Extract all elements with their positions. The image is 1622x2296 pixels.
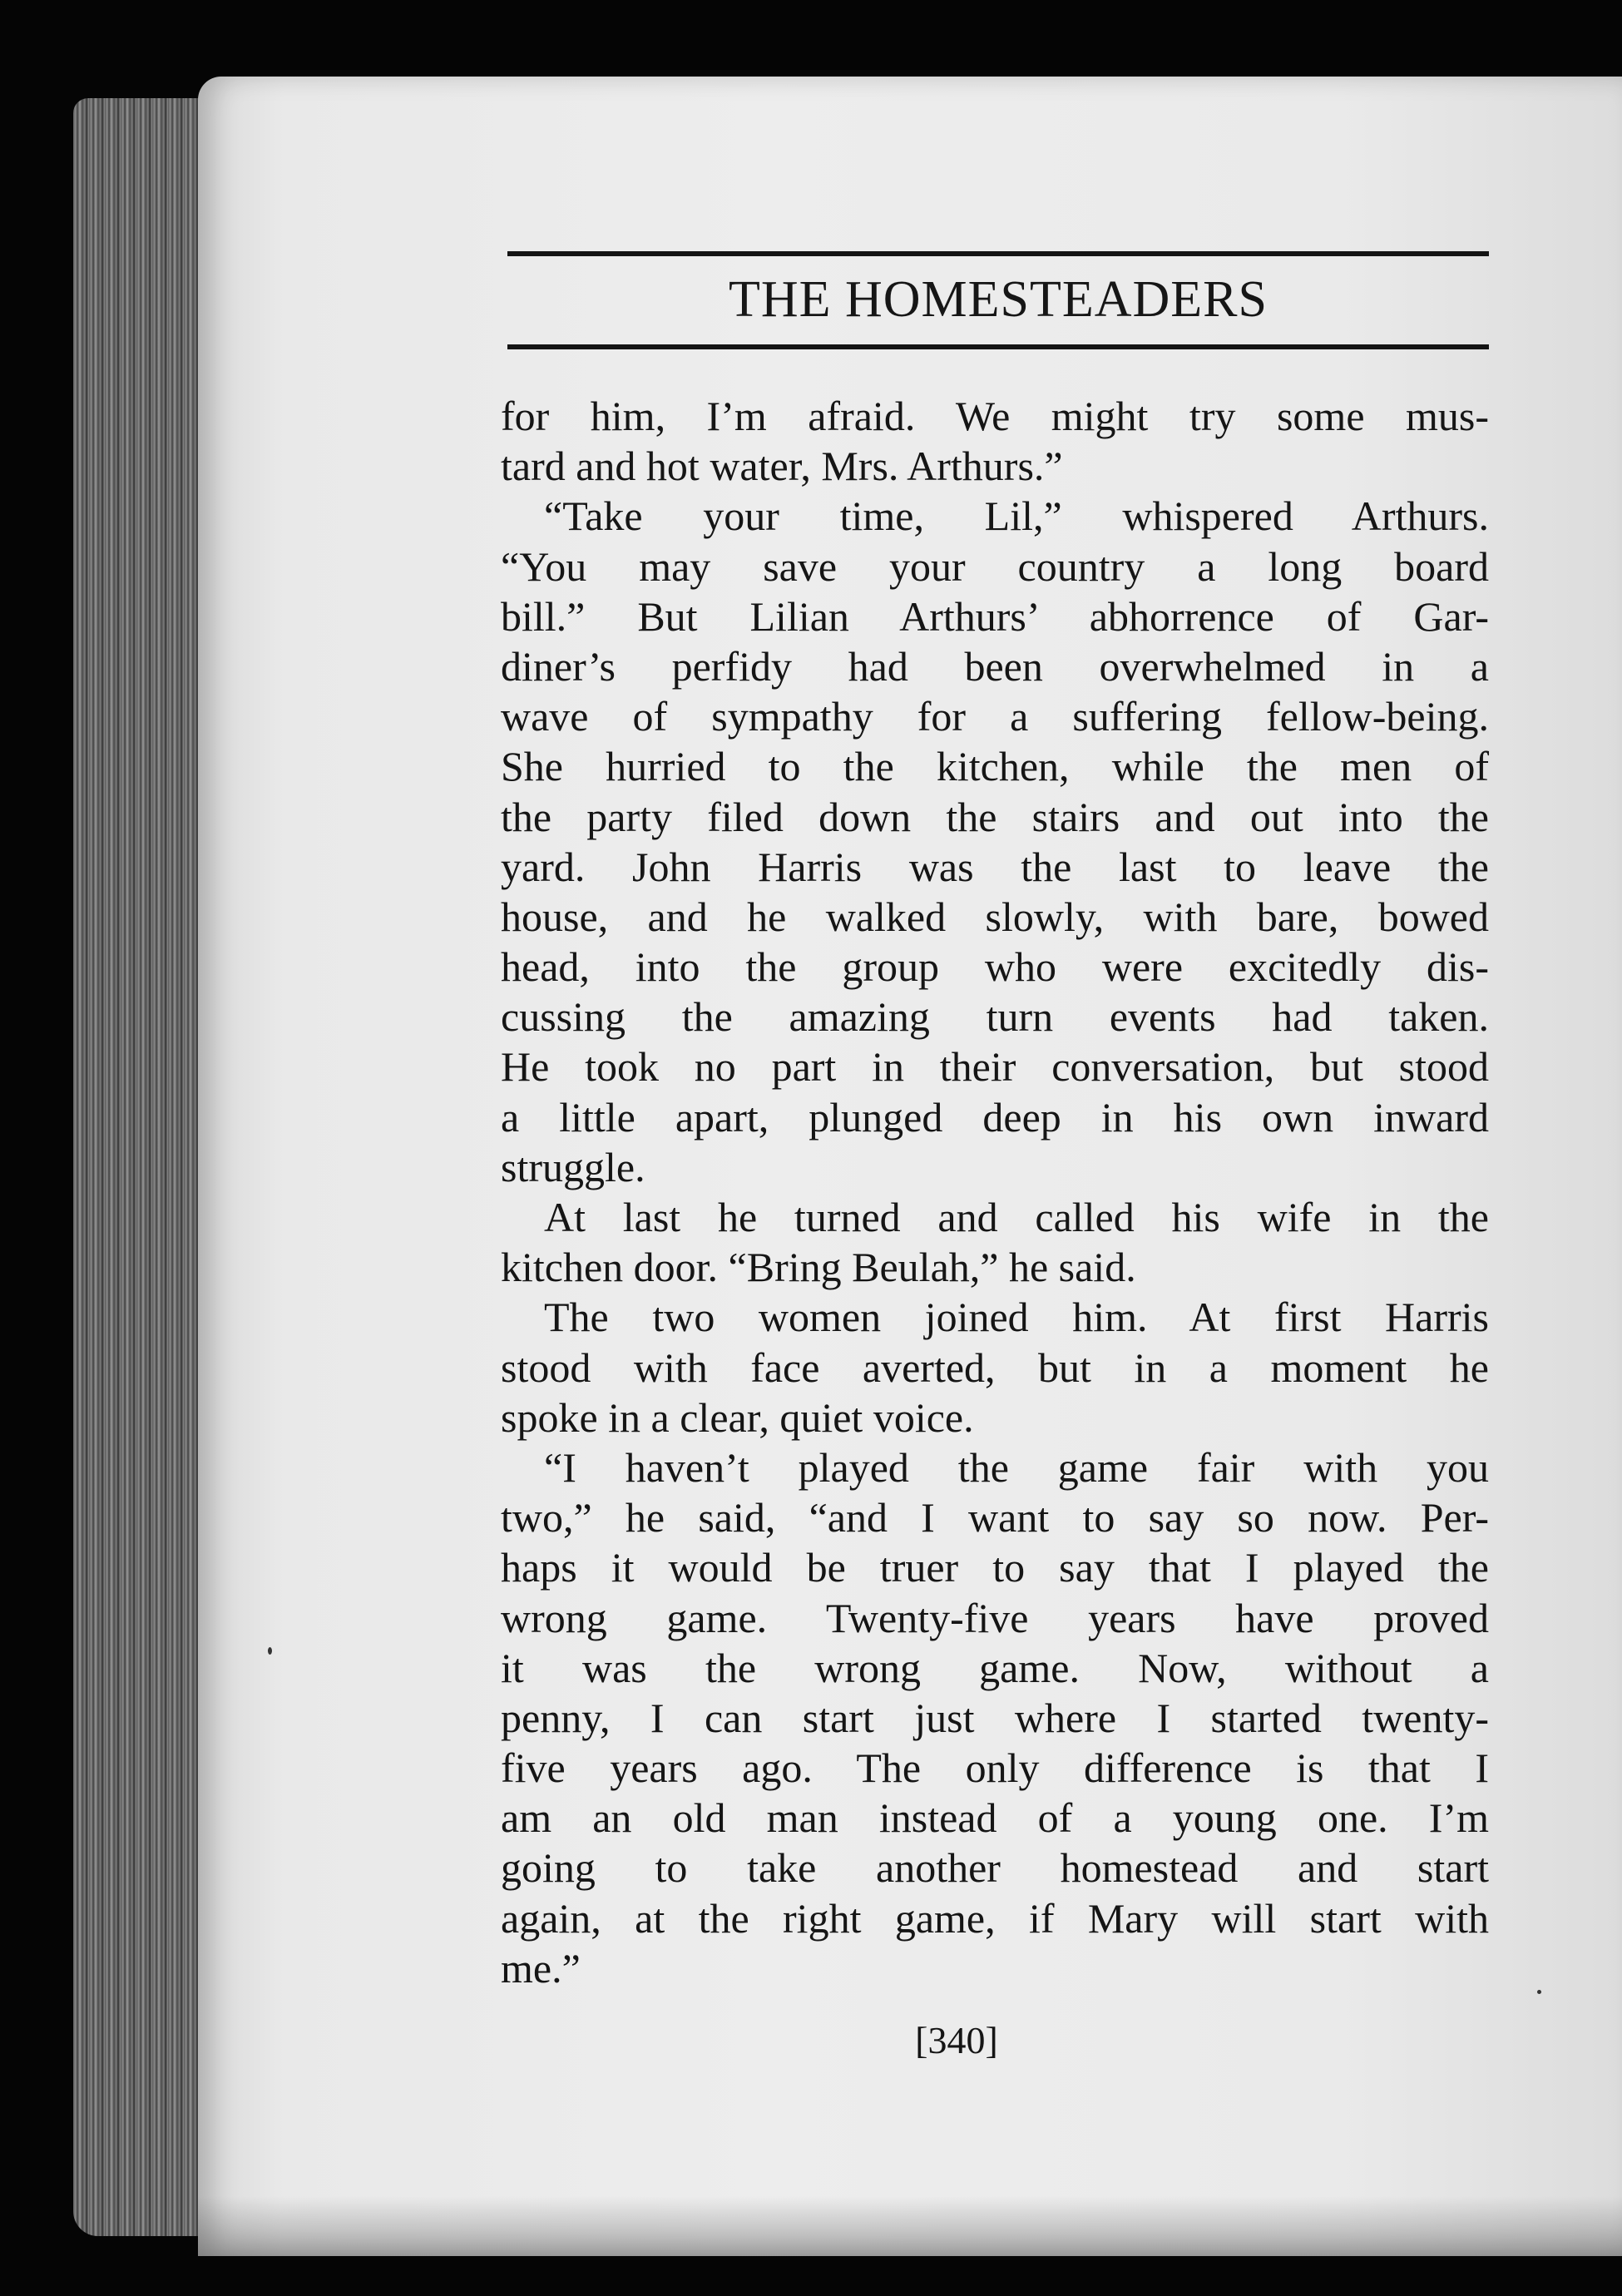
text-line: He took no part in their conversation, but stood <box>501 1043 1489 1091</box>
book-page-edges <box>73 98 215 2236</box>
scan-speck <box>268 1647 272 1655</box>
text-line: “You may save your country a long board <box>501 542 1489 590</box>
text-line: going to take another homestead and start <box>501 1844 1489 1892</box>
text-line: At last he turned and called his wife in the <box>544 1194 1489 1240</box>
header-rule-bottom <box>507 344 1489 349</box>
text-line: a little apart, plunged deep in his own inward <box>501 1093 1489 1141</box>
page-bottom-shadow <box>198 2196 1622 2256</box>
text-line: wrong game. Twenty-five years have proved <box>501 1594 1489 1641</box>
text-line: bill.” But Lilian Arthurs’ abhorrence of Gar- <box>501 592 1489 640</box>
text-line: The two women joined him. At first Harris <box>544 1294 1489 1341</box>
text-line: five years ago. The only difference is that I <box>501 1744 1489 1792</box>
text-line: cussing the amazing turn events had taken. <box>501 993 1489 1041</box>
text-line: it was the wrong game. Now, without a <box>501 1644 1489 1691</box>
header-rule-top <box>507 251 1489 256</box>
running-head: THE HOMESTEADERS <box>728 271 1268 328</box>
text-line: house, and he walked slowly, with bare, bowed <box>501 893 1489 940</box>
text-line: diner’s perfidy had been overwhelmed in a <box>501 642 1489 690</box>
text-line: yard. John Harris was the last to leave the <box>501 843 1489 890</box>
text-line: stood with face averted, but in a moment he <box>501 1343 1489 1391</box>
text-line: head, into the group who were excitedly dis- <box>501 943 1489 991</box>
text-line: “Take your time, Lil,” whispered Arthurs. <box>544 492 1489 540</box>
text-line: am an old man instead of a young one. I’m <box>501 1794 1489 1842</box>
body-text <box>501 391 1489 1993</box>
text-line: haps it would be truer to say that I played the <box>501 1544 1489 1591</box>
page-number: [340] <box>915 2019 998 2061</box>
text-line: struggle. <box>501 1143 645 1190</box>
text-line: two,” he said, “and I want to say so now. Per- <box>501 1494 1489 1541</box>
text-line: tard and hot water, Mrs. Arthurs.” <box>501 443 1063 490</box>
text-line: for him, I’m afraid. We might try some mus- <box>501 393 1489 439</box>
text-line: penny, I can start just where I started twenty- <box>501 1694 1489 1741</box>
scan-speck <box>1537 1990 1541 1994</box>
text-line: kitchen door. “Bring Beulah,” he said. <box>501 1244 1136 1291</box>
text-line: spoke in a clear, quiet voice. <box>501 1393 974 1441</box>
text-line: She hurried to the kitchen, while the men of <box>501 743 1489 790</box>
text-line: wave of sympathy for a suffering fellow-being. <box>501 693 1489 740</box>
text-line: “I haven’t played the game fair with you <box>544 1443 1489 1491</box>
page-header <box>507 251 1489 349</box>
text-line: me.” <box>501 1944 581 1992</box>
text-line: the party filed down the stairs and out into the <box>501 793 1489 840</box>
text-line: again, at the right game, if Mary will start with <box>501 1894 1489 1942</box>
